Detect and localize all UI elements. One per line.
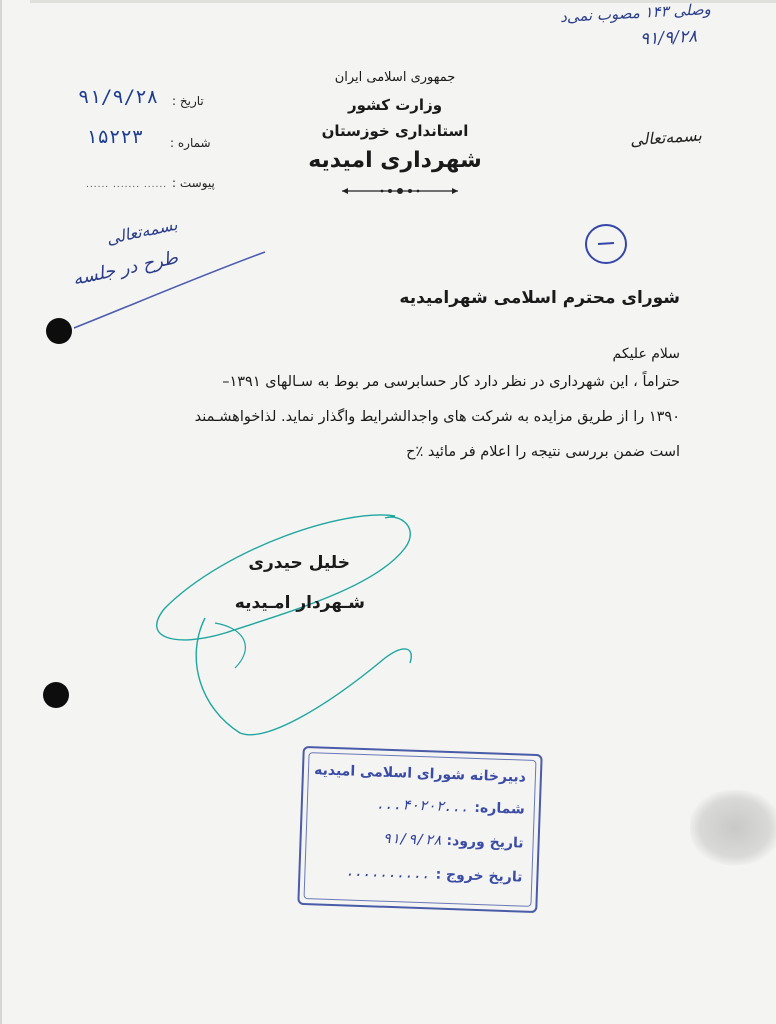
handwritten-receipt-note: وصلی ۱۴۳ مصوب نمی‌د [559,0,712,26]
secretariat-stamp [297,746,542,913]
bismillah-heading: بسمه‌تعالی [629,125,703,150]
stamp-exit-value: .......... [346,863,431,883]
signature-scrawl-icon [145,508,425,738]
attachment-value: ...... ....... ...... [86,180,168,190]
letter-greeting: سلام علیکم [612,346,680,362]
punch-hole [43,682,69,708]
header-municipality: شهرداری امیدیه [308,148,482,173]
stamp-exit-label: تاریخ خروج : [435,866,523,886]
header-province: استانداری خوزستان [321,122,469,140]
stamp-number-value: ...۴۰۲۰۲... [376,796,470,816]
handwritten-stroke-icon [72,250,267,330]
stamp-entry-value: ۹۱/۹/۲۸ [382,830,442,849]
header-ornament-icon [340,186,460,196]
header-country: جمهوری اسلامی ایران [334,70,456,85]
paper-edge [0,0,2,1024]
signatory-title: شـهردار امـیدیه [234,593,365,613]
handwritten-note-line-1: بسمه‌تعالی [104,214,180,249]
stamp-title: دبیرخانه شورای اسلامی امیدیه [313,762,527,786]
stamp-number-label: شماره: [474,799,526,818]
stamp-entry-label: تاریخ ورود: [446,832,524,852]
number-value: ۱۵۲۲۳ [86,126,144,148]
paper-smudge [690,790,776,865]
number-label: شماره : [170,136,211,150]
date-label: تاریخ : [172,94,204,108]
letter-body-line: است ضمن بررسی نتیجه را اعلام فر مائید ٪ح [406,444,680,460]
handwritten-note-line-2: طرح در جلسه [70,247,180,290]
letter-body-line: حتراماً ، این شهرداری در نظر دارد کار حسابرسی مر بوط به سـالهای ۱۳۹۱– [222,374,680,390]
date-value: ۹۱/۹/۲۸ [78,86,159,108]
header-ministry: وزارت کشور [347,96,443,114]
signatory-name: خلیل حیدری [248,553,350,573]
circled-number-icon [582,220,630,268]
handwritten-receipt-date: ۹۱/۹/۲۸ [639,26,698,50]
punch-hole [46,318,72,344]
letter-body-line: ۱۳۹۰ را از طریق مزایده به شرکت های واجدالشرایط واگذار نماید. لذاخواهشـمند [194,409,680,425]
attachment-label: پیوست : [172,176,215,190]
letter-recipient: شورای محترم اسلامی شهرامیدیه [399,288,680,308]
